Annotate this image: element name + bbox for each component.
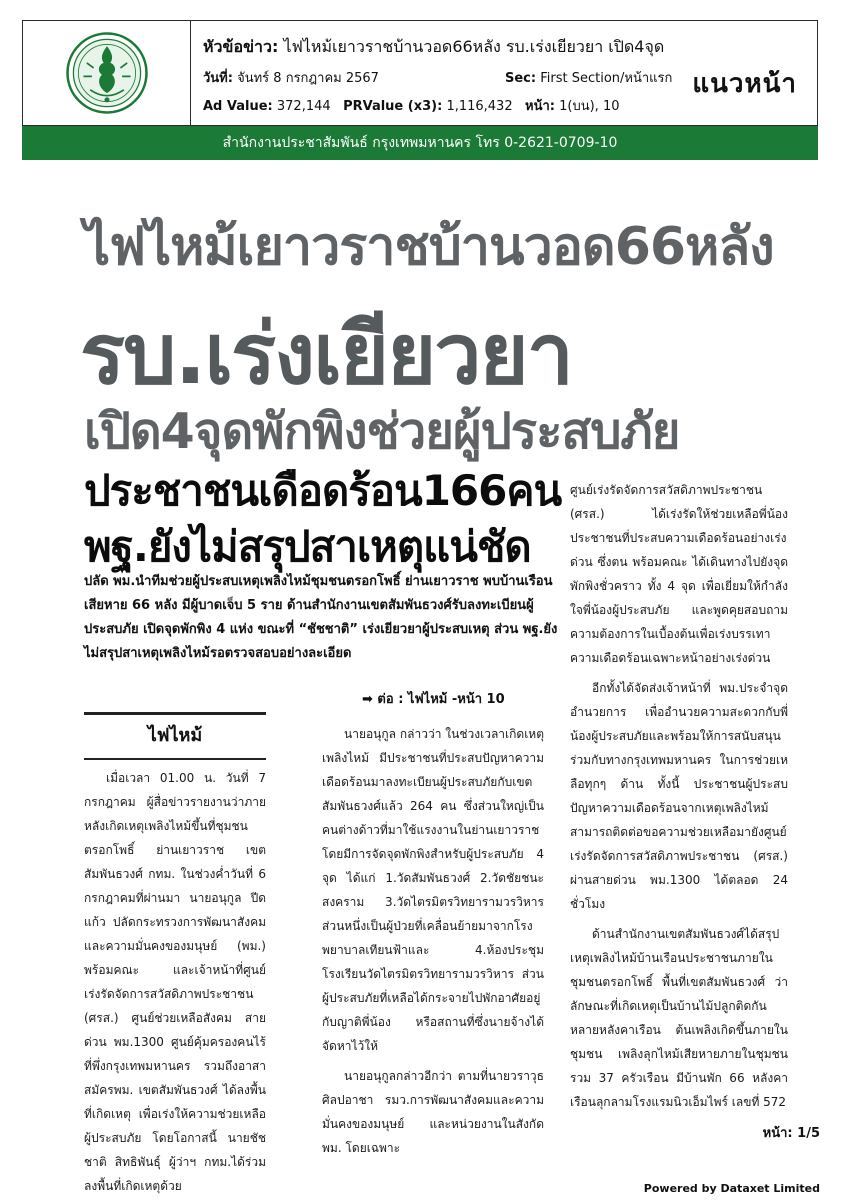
date-value: จันทร์ 8 กรกฎาคม 2567 — [237, 71, 379, 86]
subheadline-line-2: พฐ.ยังไม่สรุปสาเหตุแน่ชัด — [84, 522, 531, 571]
contact-bar: สำนักงานประชาสัมพันธ์ กรุงเทพมหานคร โทร 0-2621-0709-10 — [22, 126, 818, 160]
pr-label: PRValue (x3): — [343, 99, 443, 114]
sec-label: Sec: — [505, 71, 537, 86]
clipping-meta — [203, 21, 683, 125]
headline-line-2: รบ.เร่งเยียวยา — [80, 305, 572, 403]
sec-value: First Section/หน้าแรก — [540, 71, 673, 86]
page-value: 1(บน), 10 — [559, 99, 620, 114]
subheadline-line-1: ประชาชนเดือดร้อน166คน — [84, 466, 562, 515]
pr-value: 1,116,432 — [446, 99, 513, 114]
page-counter: หน้า: 1/5 — [762, 1126, 820, 1141]
paragraph: ศูนย์เร่งรัดจัดการสวัสดิภาพประชาชน (ศรส.) ได้เร่งรัดให้ช่วยเหลือพี่น้องประชาชนที่ประสบความเดือดร้อนอย่างเร่งด่วน ซึ่งตน พร้อมคณะ ได้เดินทางไปยังจุดพักพิงชั่วคราว ทั้ง 4 จุด เพื่อเยี่ยมให้กำลังใจพี่น้องผู้ประสบภัย และพูดคุยสอบถามความต้องการในเบื้องต้นเพื่อเร่งบรรเทาความเดือดร้อนเฉพาะหน้าอย่างเร่งด่วน — [570, 483, 788, 665]
article-lede: ปลัด พม.นำทีมช่วยผู้ประสบเหตุเพลิงไหม้ชุมชนตรอกโพธิ์ ย่านเยาวราช พบบ้านเรือนเสียหาย 66 หลัง มีผู้บาดเจ็บ 5 ราย ด้านสำนักงานเขตสัมพันธวงศ์รับลงทะเบียนผู้ประสบภัย เปิดจุดพักพิง 4 แห่ง ขณะที่ “ชัชชาติ” เร่งเยียวยาผู้ประสบเหตุ ส่วน พฐ.ยังไม่สรุปสาเหตุเพลิงไหม้รอตรวจสอบอย่างละเอียด — [84, 574, 558, 661]
column-heading: ไฟไหม้ — [147, 725, 203, 746]
date-row — [203, 67, 483, 88]
paragraph: เมื่อเวลา 01.00 น. วันที่ 7 กรกฎาคม ผู้สื่อข่าวรายงานว่าภายหลังเกิดเหตุเพลิงไหม้ขึ้นที่ชุมชนตรอกโพธิ์ ย่านเยาวราช เขตสัมพันธวงศ์ กทม. ในช่วงค่ำวันที่ 6 กรกฎาคมที่ผ่านมา นายอนุกูล ปีดแก้ว ปลัดกระทรวงการพัฒนาสังคมและความมั่นคงของมนุษย์ (พม.) พร้อมคณะ และเจ้าหน้าที่ศูนย์เร่งรัดจัดการสวัสดิภาพประชาชน (ศรส.) ศูนย์ช่วยเหลือสังคม สายด่วน พม.1300 ศูนย์คุ้มครองคนไร้ที่พึ่งกรุงเทพมหานคร รวมถึงอาสาสมัครพม. เขตสัมพันธวงศ์ ได้ลงพื้นที่เกิดเหตุ เพื่อเร่งให้ความช่วยเหลือผู้ประสบภัย โดยโอกาสนี้ นายชัชชาติ สิทธิพันธุ์ ผู้ว่าฯ กทม.ได้ร่วมลงพื้นที่เกิดเหตุด้วย — [84, 771, 266, 1193]
column-heading-rule-bottom — [84, 758, 266, 760]
headline-line-3: เปิด4จุดพักพิงช่วยผู้ประสบภัย — [84, 403, 680, 460]
headline-row — [203, 35, 683, 60]
value-row — [203, 95, 683, 116]
clipping-header — [22, 20, 818, 126]
headline-value: ไฟไหม้เยาวราชบ้านวอด66หลัง รบ.เร่งเยียวยา เปิด4จุด — [283, 37, 665, 56]
paragraph: อีกทั้งได้จัดส่งเจ้าหน้าที่ พม.ประจำจุดอำนวยการ เพื่ออำนวยความสะดวกกับพี่น้องผู้ประสบภัยและพร้อมให้การสนับสนุนร่วมกับทางกรุงเทพมหานคร ในการช่วยเหลือทุกๆ ด้าน ทั้งนี้ ประชาชนผู้ประสบปัญหาความเดือดร้อนจากเหตุเพลิงไหม้สามารถติดต่อขอความช่วยเหลือมายังศูนย์เร่งรัดจัดการสวัสดิภาพประชาชน (ศรส.) ผ่านสายด่วน พม.1300 ได้ตลอด 24 ชั่วโมง — [570, 681, 788, 911]
logo-box — [23, 21, 191, 125]
newspaper-name: แนวหน้า — [692, 69, 797, 99]
headline-line-1: ไฟไหม้เยาวราชบ้านวอด66หลัง — [84, 217, 774, 277]
headline-label: หัวข้อข่าว: — [203, 37, 279, 56]
powered-by: Powered by Dataxet Limited — [643, 1182, 820, 1195]
date-label: วันที่: — [203, 71, 233, 86]
continued-note: ➡ ต่อ : ไฟไหม้ -หน้า 10 — [362, 692, 505, 707]
page-label: หน้า: — [525, 99, 555, 114]
paragraph: นายอนุกูล กล่าวว่า ในช่วงเวลาเกิดเหตุเพลิงไหม้ มีประชาชนที่ประสบปัญหาความเดือดร้อนมาลงทะเบียนผู้ประสบภัยกับเขตสัมพันธวงศ์แล้ว 264 คน ซึ่งส่วนใหญ่เป็นคนต่างด้าวที่มาใช้แรงงานในย่านเยาวราช โดยมีการจัดจุดพักพิงสำหรับผู้ประสบภัย 4 จุด ได้แก่ 1.วัดสัมพันธวงศ์ 2.วัดชัยชนะสงคราม 3.วัดไตรมิตรวิทยารามวรวิหาร ส่วนหนึ่งเป็นผู้ป่วยที่เคลื่อนย้ายมาจากโรงพยาบาลเทียนฟ้าและ 4.ห้องประชุมโรงเรียนวัดไตรมิตรวิทยารามวรวิหาร ส่วนผู้ประสบภัยที่เหลือได้กระจายไปพักอาศัยอยู่กับญาติพี่น้อง หรือสถานที่ซึ่งนายจ้างได้จัดหาไว้ให้ — [322, 727, 544, 1053]
article-column-3 — [570, 478, 788, 1120]
section-row — [505, 67, 685, 88]
article-column-1 — [84, 766, 266, 1200]
column-heading-rule-top — [84, 712, 266, 715]
ad-value: 372,144 — [276, 99, 331, 114]
paragraph: นายอนุกูลกล่าวอีกว่า ตามที่นายวราวุธ ศิลปอาชา รมว.การพัฒนาสังคมและความมั่นคงของมนุษย์ และหน่วยงานในสังกัด พม. โดยเฉพาะ — [322, 1069, 544, 1155]
bma-seal-logo — [65, 31, 149, 115]
paragraph: ด้านสำนักงานเขตสัมพันธวงศ์ได้สรุปเหตุเพลิงไหม้บ้านเรือนประชาชนภายในชุมชนตรอกโพธิ์ พื้นที่เขตสัมพันธวงศ์ ว่าลักษณะที่เกิดเหตุเป็นบ้านไม้ปลูกติดกันหลายหลังคาเรือน ต้นเพลิงเกิดขึ้นภายในชุมชน เพลิงลุกไหม้เสียหายภายในชุมชน รวม 37 ครัวเรือน มีบ้านพัก 66 หลังคาเรือนลุกลามโรงแรมนิวเอ็มไพร์ เลขที่ 572 — [570, 927, 788, 1109]
article-column-2 — [322, 722, 544, 1166]
ad-label: Ad Value: — [203, 99, 273, 114]
